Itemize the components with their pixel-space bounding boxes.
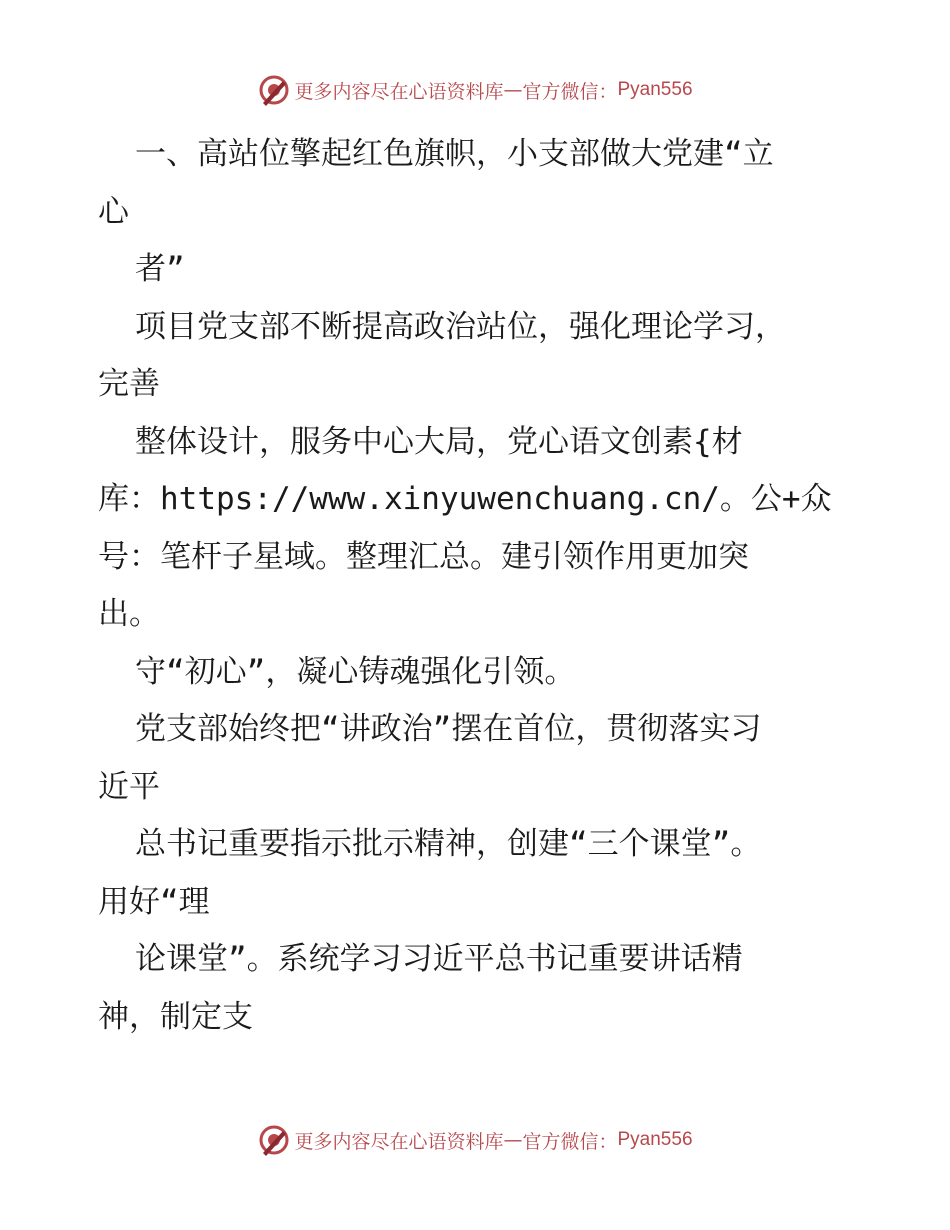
logo-icon [257,1123,291,1157]
text-line: 论课堂”。系统学习习近平总书记重要讲话精 [135,941,743,977]
banner-wechat-id: Pyan556 [617,1129,693,1150]
text-line: 近平 [98,768,160,805]
text-line: 守“初心”，凝心铸魂强化引领。 [135,653,576,690]
text-line: 神，制定支 [98,998,253,1035]
text-line: 心 [98,193,129,230]
text-line: 项目党支部不断提高政治站位，强化理论学习， [135,308,786,345]
logo-icon [257,73,291,107]
banner-wechat-id: Pyan556 [617,79,693,100]
banner-wechat-label: 官方微信： [522,1130,618,1153]
header-watermark [0,72,950,108]
text-line: 库：https://www.xinyuwenchuang.cn/。公+众 [98,481,832,517]
document-body [98,126,858,1046]
banner-main-text: 更多内容尽在心语资料库 [294,80,504,103]
text-line: 一、高站位擎起红色旗帜，小支部做大党建“立 [135,136,774,172]
footer-watermark [0,1122,950,1158]
text-line: 总书记重要指示批示精神，创建“三个课堂”。 [135,826,762,862]
text-line: 完善 [98,366,160,402]
text-line: 党支部始终把“讲政治”摆在首位，贯彻落实习 [135,711,762,747]
text-line: 者” [135,251,185,287]
text-line: 出。 [98,596,160,632]
text-line: 用好“理 [98,883,210,920]
banner-dash: — [503,79,523,101]
banner-main-text: 更多内容尽在心语资料库 [294,1130,504,1153]
text-line: 号：笔杆子星域。整理汇总。建引领作用更加突 [98,538,749,575]
text-line: 整体设计，服务中心大局，党心语文创素{材 [135,423,743,460]
banner-wechat-label: 官方微信： [522,80,618,103]
banner-dash: — [503,1129,523,1151]
